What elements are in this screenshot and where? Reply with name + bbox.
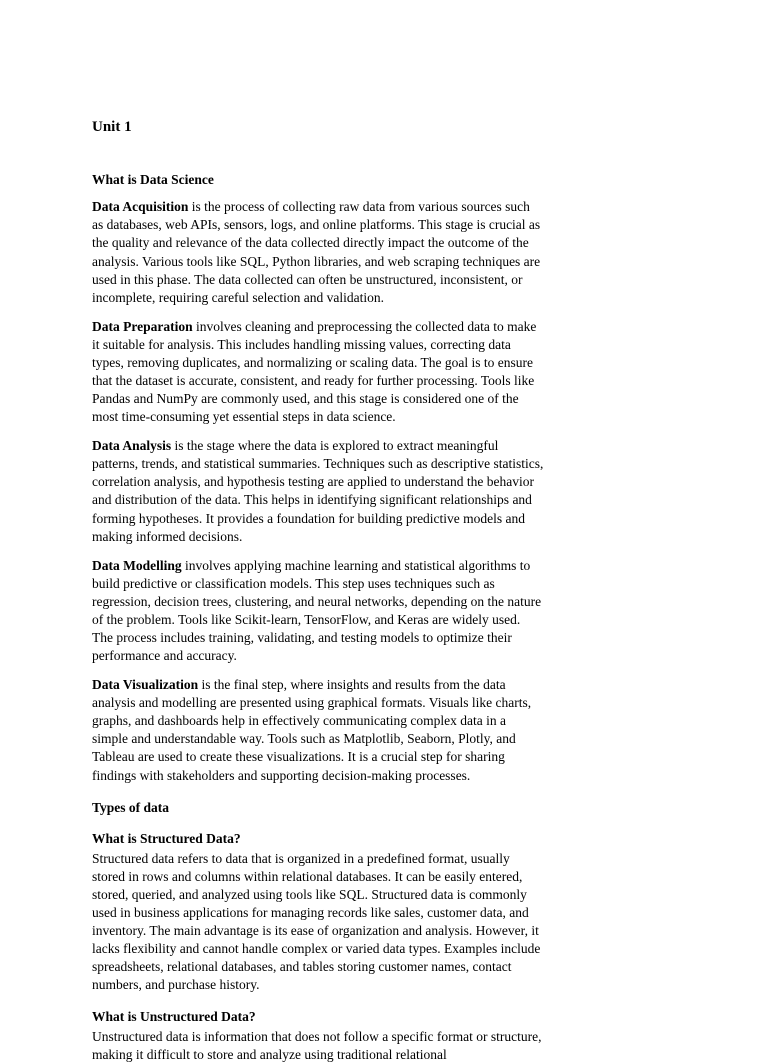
paragraph-text: involves cleaning and preprocessing the collected data to make it suitable for analysis. This includes handling missing values, correcting data types, removing duplicates, and normalizing or scaling data. The goal is to ensure that the dataset is accurate, consistent, and ready for further processing. Tools like Pandas and NumPy are commonly used, and this stage is considered one of the most time-consuming yet essential steps in data science.	[92, 318, 537, 425]
paragraph-text: is the stage where the data is explored to extract meaningful patterns, trends, and statistical summaries. Techniques such as descriptive statistics, correlation analysis, and hypothesis testing are applied to understand the behavior and distribution of the data. This helps in identifying significant relationships and forming hypotheses. It provides a foundation for building predictive models and making informed decisions.	[92, 438, 544, 544]
subsection-heading-structured-data: What is Structured Data?	[92, 831, 241, 847]
subsection-body-unstructured-data: Unstructured data is information that does not follow a specific format or structure, making it difficult to store and analyze using traditional relational	[92, 1028, 542, 1062]
paragraph-data-acquisition	[92, 198, 544, 306]
subsection-heading-unstructured-data: What is Unstructured Data?	[92, 1009, 256, 1025]
paragraph-lead-term: Data Analysis	[92, 438, 172, 454]
page-title: Unit 1	[92, 119, 132, 135]
paragraph-data-analysis	[92, 437, 544, 545]
paragraph-text: is the process of collecting raw data from various sources such as databases, web APIs, sensors, logs, and online platforms. This stage is crucial as the quality and relevance of the data collected directly impact the outcome of the analysis. Various tools like SQL, Python libraries, and web scraping techniques are used in this phase. The data collected can often be unstructured, inconsistent, or incomplete, requiring careful selection and validation.	[92, 199, 541, 305]
paragraph-lead-term: Data Visualization	[92, 677, 199, 693]
document-body	[92, 118, 544, 1064]
paragraph-lead-term: Data Acquisition	[92, 199, 189, 215]
paragraph-data-visualization	[92, 676, 544, 784]
section-heading-what-is-data-science: What is Data Science	[92, 171, 214, 187]
subsection-body-structured-data: Structured data refers to data that is organized in a predefined format, usually stored in rows and columns within relational databases. It can be easily entered, stored, queried, and analyzed using tools like SQL. Structured data is commonly used in business applications for managing records like sales, customer data, and inventory. The main advantage is its ease of organization and analysis. However, it lacks flexibility and cannot handle complex or varied data types. Examples include spreadsheets, relational databases, and tables storing customer names, contact numbers, and purchase history.	[92, 850, 541, 993]
paragraph-text: involves applying machine learning and statistical algorithms to build predictive or classification models. This step uses techniques such as regression, decision trees, clustering, and neural networks, depending on the nature of the problem. Tools like Scikit-learn, TensorFlow, and Keras are widely used. The process includes training, validating, and testing models to optimize their performance and accuracy.	[92, 557, 542, 664]
paragraph-lead-term: Data Preparation	[92, 318, 193, 334]
paragraph-text: is the final step, where insights and results from the data analysis and modelling are presented using graphical formats. Visuals like charts, graphs, and dashboards help in effectively communicating complex data in a simple and understandable way. Tools such as Matplotlib, Seaborn, Plotly, and Tableau are used to create these visualizations. It is a crucial step for sharing findings with stakeholders and supporting decision-making processes.	[92, 677, 532, 783]
paragraph-data-preparation	[92, 318, 544, 426]
paragraph-lead-term: Data Modelling	[92, 557, 182, 573]
section-heading-types-of-data: Types of data	[92, 799, 170, 815]
paragraph-data-modelling	[92, 557, 544, 665]
